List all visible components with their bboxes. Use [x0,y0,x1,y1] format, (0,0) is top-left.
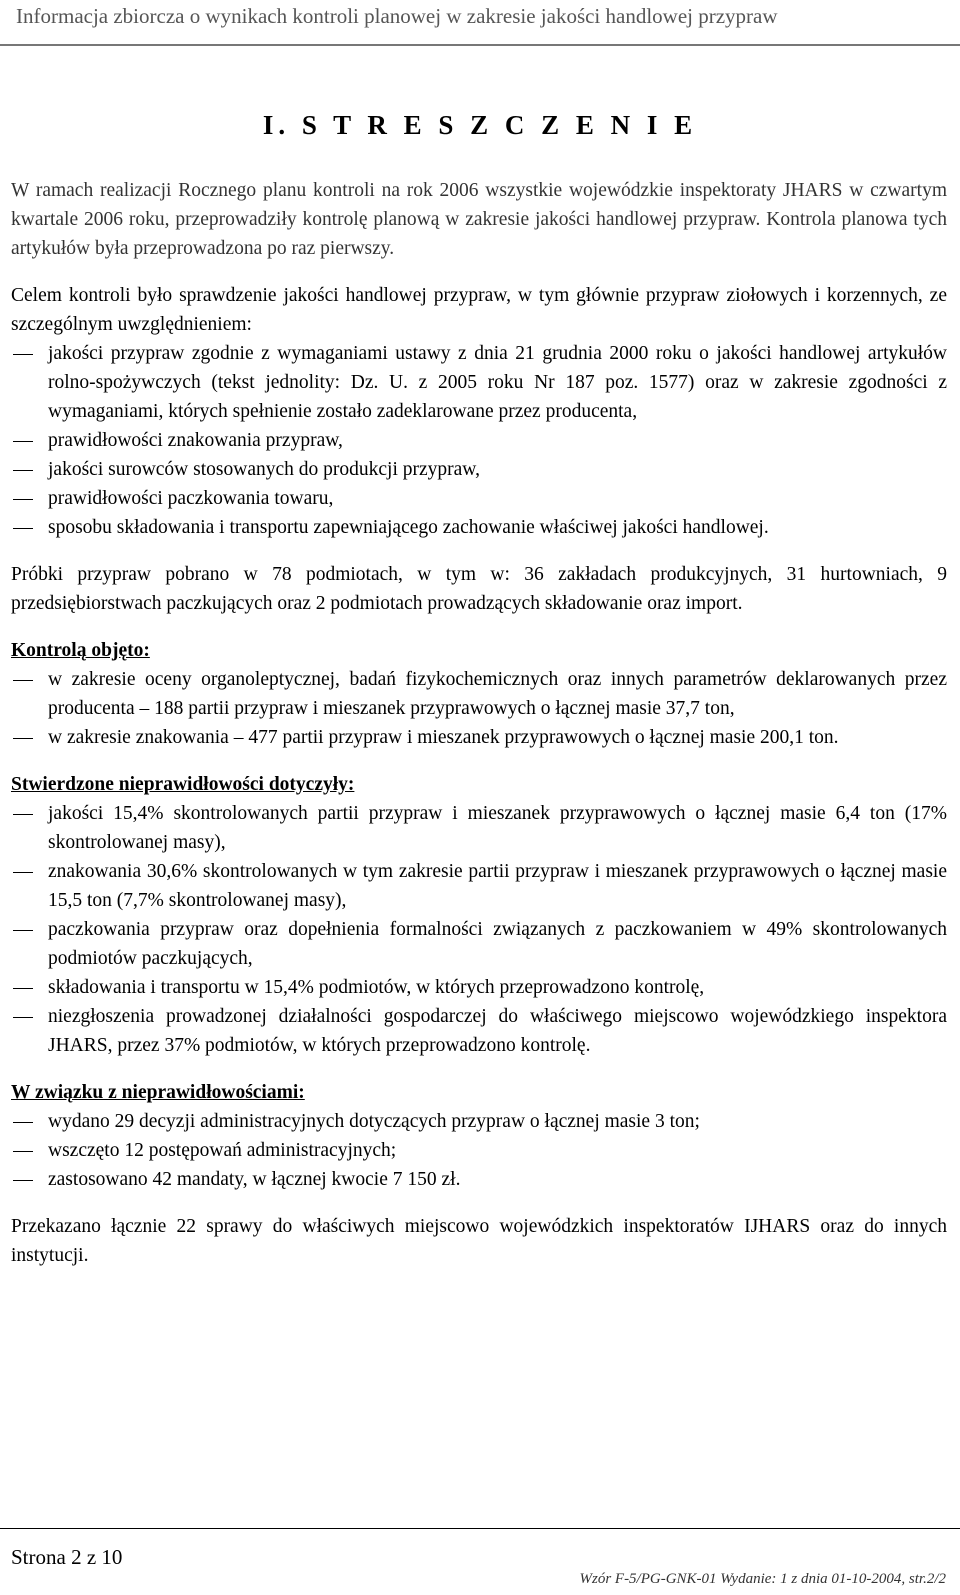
form-identifier: Wzór F-5/PG-GNK-01 Wydanie: 1 z dnia 01-10-2004, str.2/2 [579,1571,946,1587]
list-item: sposobu składowania i transportu zapewniającego zachowanie właściwej jakości handlowej. [11,513,947,542]
list-item: w zakresie znakowania – 477 partii przypraw i mieszanek przyprawowych o łącznej masie 200,1 ton. [11,723,947,752]
referrals-paragraph: Przekazano łącznie 22 sprawy do właściwych miejscowo wojewódzkich inspektoratów IJHARS oraz do innych instytucji. [11,1216,947,1266]
irregularities-heading: Stwierdzone nieprawidłowości dotyczyły: [11,774,355,795]
list-item: znakowania 30,6% skontrolowanych w tym zakresie partii przypraw i mieszanek przyprawowych o łącznej masie 15,5 ton (7,7% skontrolowanej masy), [11,857,947,915]
intro-paragraph: W ramach realizacji Rocznego planu kontroli na rok 2006 wszystkie wojewódzkie inspektoraty JHARS w czwartym kwartale 2006 roku, przeprowadziły kontrolę planową w zakresie jakości handlowej przypraw. Kontrola planowa tych artykułów była przeprowadzona po raz pierwszy. [11,180,947,259]
footer-rule [0,1528,960,1529]
scope-heading: Kontrolą objęto: [11,640,150,661]
list-item: prawidłowości znakowania przypraw, [11,426,947,455]
list-item: jakości 15,4% skontrolowanych partii przypraw i mieszanek przyprawowych o łącznej masie 6,4 ton (17% skontrolowanej masy), [11,799,947,857]
objectives-list [11,339,947,542]
consequences-heading: W związku z nieprawidłowościami: [11,1082,305,1103]
list-item: wszczęto 12 postępowań administracyjnych; [11,1136,947,1165]
scope-list [11,665,947,752]
list-item: jakości przypraw zgodnie z wymaganiami ustawy z dnia 21 grudnia 2000 roku o jakości handlowej artykułów rolno-spożywczych (tekst jednolity: Dz. U. z 2005 roku Nr 187 poz. 1577) oraz w zakresie zgodności z wymaganiami, których spełnienie zostało zadeklarowane przez producenta, [11,339,947,426]
list-item: niezgłoszenia prowadzonej działalności gospodarczej do właściwego miejscowo wojewódzkiego inspektora JHARS, przez 37% podmiotów, w których przeprowadzono kontrolę. [11,1002,947,1060]
list-item: jakości surowców stosowanych do produkcji przypraw, [11,455,947,484]
list-item: w zakresie oceny organoleptycznej, badań fizykochemicznych oraz innych parametrów deklarowanych przez producenta – 188 partii przypraw i mieszanek przyprawowych o łącznej masie 37,7 ton, [11,665,947,723]
section-title: I. S T R E S Z C Z E N I E [262,110,698,140]
page-number: Strona 2 z 10 [11,1545,123,1569]
running-header: Informacja zbiorcza o wynikach kontroli planowej w zakresie jakości handlowej przypraw [16,4,778,28]
list-item: wydano 29 decyzji administracyjnych dotyczących przypraw o łącznej masie 3 ton; [11,1107,947,1136]
list-item: prawidłowości paczkowania towaru, [11,484,947,513]
document-body [11,176,947,1288]
list-item: składowania i transportu w 15,4% podmiotów, w których przeprowadzono kontrolę, [11,973,947,1002]
consequences-list [11,1107,947,1194]
header-rule [0,44,960,46]
irregularities-list [11,799,947,1060]
objectives-intro: Celem kontroli było sprawdzenie jakości handlowej przypraw, w tym głównie przypraw ziołowych i korzennych, ze szczególnym uwzględnieniem: [11,285,947,335]
list-item: zastosowano 42 mandaty, w łącznej kwocie 7 150 zł. [11,1165,947,1194]
list-item: paczkowania przypraw oraz dopełnienia formalności związanych z paczkowaniem w 49% skontrolowanych podmiotów paczkujących, [11,915,947,973]
samples-paragraph: Próbki przypraw pobrano w 78 podmiotach, w tym w: 36 zakładach produkcyjnych, 31 hurtowniach, 9 przedsiębiorstwach paczkujących oraz 2 podmiotach prowadzących składowanie oraz import. [11,564,947,614]
